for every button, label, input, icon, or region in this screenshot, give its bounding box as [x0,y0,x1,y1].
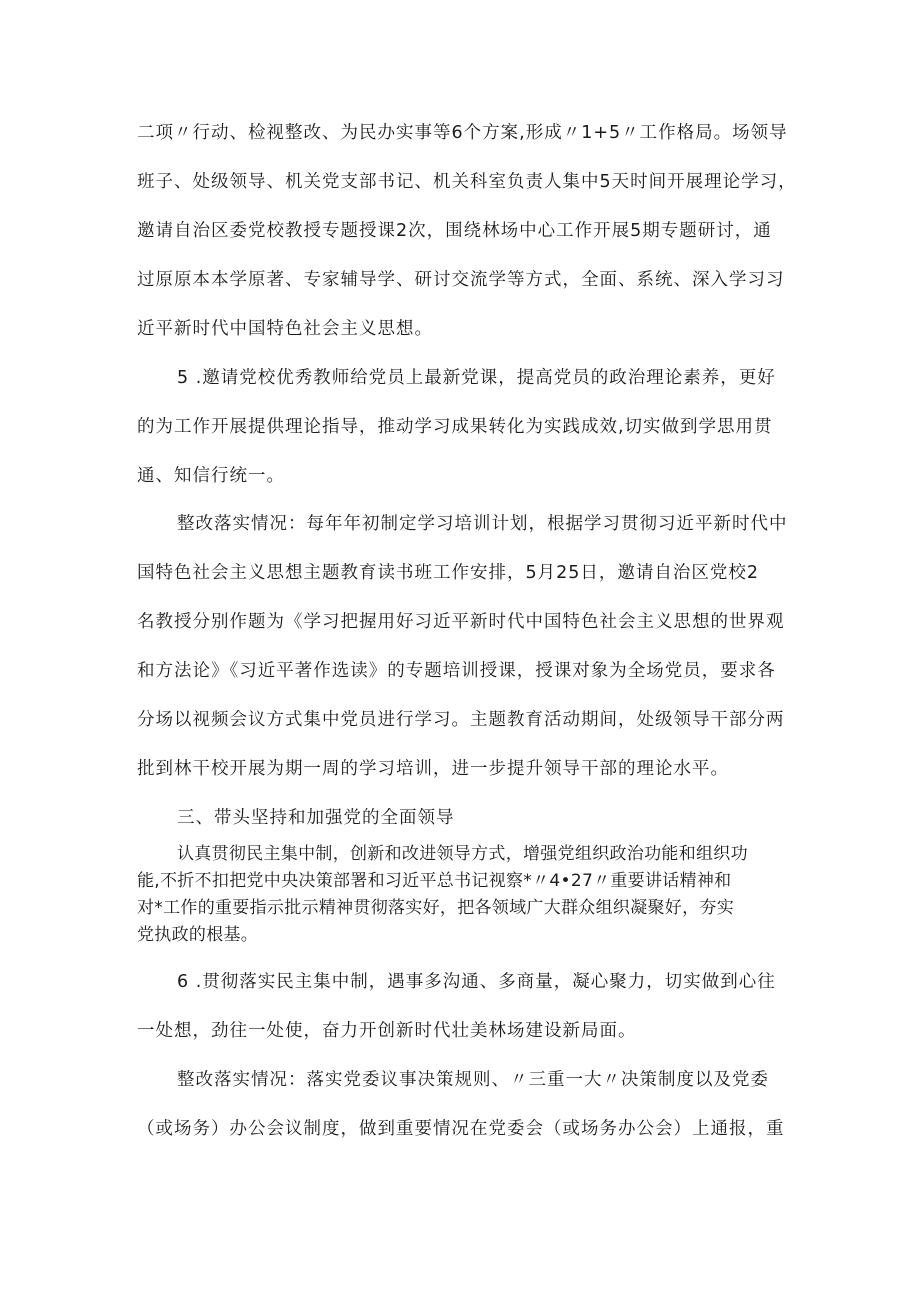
paragraph-4-line-4: 党执政的根基。 [137,925,259,945]
paragraph-1-line-2: 班子、处级领导、机关党支部书记、机关科室负责人集中5天时间开展理论学习， [137,172,797,192]
paragraph-6-line-2: （或场务）办公会议制度，做到重要情况在党委会（或场务办公会）上通报，重 [137,1119,785,1139]
paragraph-6-line-1: 整改落实情况：落实党委议事决策规则、〃三重一大〃决策制度以及党委 [177,1070,769,1090]
paragraph-1-line-3: 邀请自治区委党校教授专题授课2次，围绕林场中心工作开展5期专题研讨，通 [137,221,772,241]
paragraph-4-line-2: 能,不折不扣把党中央决策部署和习近平总书记视察*〃4•27〃重要讲话精神和 [137,871,732,891]
paragraph-5-line-2: 一处想，劲往一处使，奋力开创新时代壮美林场建设新局面。 [137,1021,637,1041]
paragraph-3-line-3: 名教授分别作题为《学习把握用好习近平新时代中国特色社会主义思想的世界观 [137,612,785,632]
paragraph-3-line-4: 和方法论》《习近平著作选读》的专题培训授课，授课对象为全场党员，要求各 [137,661,776,681]
section-heading: 三、带头坚持和加强党的全面领导 [177,808,455,828]
paragraph-1-line-4: 过原原本本学原著、专家辅导学、研讨交流学等方式，全面、系统、深入学习习 [137,270,785,290]
paragraph-1-line-5: 近平新时代中国特色社会主义思想。 [137,319,433,339]
paragraph-3-line-6: 批到林干校开展为期一周的学习培训，进一步提升领导干部的理论水平。 [137,759,729,779]
paragraph-3-line-2: 国特色社会主义思想主题教育读书班工作安排，5月25日，邀请自治区党校2 [137,563,760,583]
paragraph-5-line-1: 6 .贯彻落实民主集中制，遇事多沟通、多商量，凝心聚力，切实做到心往 [177,972,776,992]
paragraph-3-line-5: 分场以视频会议方式集中党员进行学习。主题教育活动期间，处级领导干部分两 [137,710,785,730]
paragraph-2-line-3: 通、知信行统一。 [137,466,285,486]
paragraph-3-line-1: 整改落实情况：每年年初制定学习培训计划，根据学习贯彻习近平新时代中 [177,514,788,534]
paragraph-4-line-3: 对*工作的重要指示批示精神贯彻落实好，把各领域广大群众组织凝聚好，夯实 [137,898,734,918]
paragraph-2-line-1: 5 .邀请党校优秀教师给党员上最新党课，提高党员的政治理论素养，更好 [177,368,776,388]
paragraph-1-line-1: 二项〃行动、检视整改、为民办实事等6个方案,形成〃1+5〃工作格局。场领导 [137,123,788,143]
paragraph-2-line-2: 的为工作开展提供理论指导，推动学习成果转化为实践成效,切实做到学思用贯 [137,417,773,437]
paragraph-4-line-1: 认真贯彻民主集中制，创新和改进领导方式，增强党组织政治功能和组织功 [177,844,748,864]
